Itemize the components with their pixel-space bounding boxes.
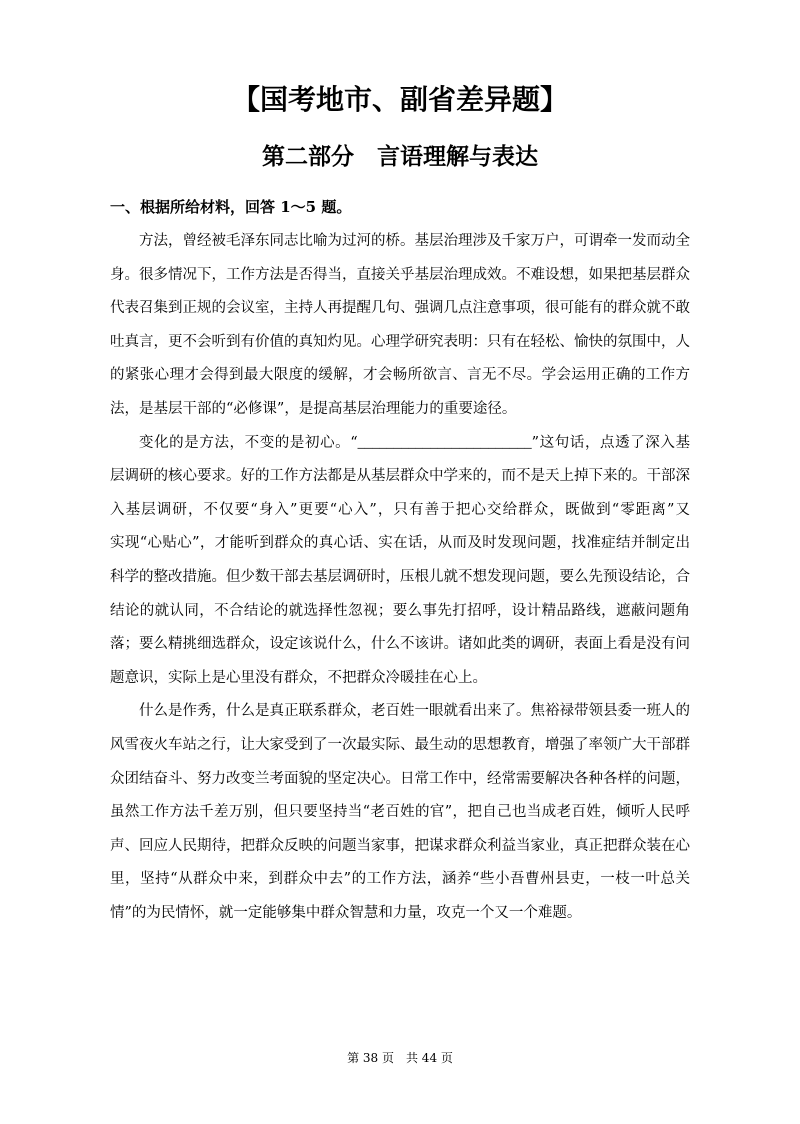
paragraph-line: 身。很多情况下，工作方法是否得当，直接关乎基层治理成效。不难设想，如果把基层群众 — [110, 266, 690, 283]
paragraph-line: 众团结奋斗、努力改变兰考面貌的坚定决心。日常工作中，经常需要解决各种各样的问题， — [110, 770, 690, 787]
reading-passage — [110, 225, 690, 930]
paragraph-2 — [110, 427, 690, 696]
paragraph-line: 虽然工作方法千差万别，但只要坚持当“老百姓的官”，把自己也当成老百姓，倾听人民呼 — [110, 804, 690, 821]
paragraph-line: 题意识，实际上是心里没有群众，不把群众冷暖挂在心上。 — [110, 669, 487, 686]
paragraph-line: 法，是基层干部的“必修课”，是提高基层治理能力的重要途径。 — [110, 400, 517, 417]
paragraph-line — [110, 427, 690, 461]
paragraph-1 — [110, 225, 690, 427]
page-number: 第 38 页 共 44 页 — [347, 1051, 453, 1065]
paragraph-line: 声、回应人民期待，把群众反映的问题当家事，把谋求群众利益当家业，真正把群众装在心 — [110, 837, 690, 854]
paragraph-line: 情”的为民情怀，就一定能够集中群众智慧和力量，攻克一个又一个难题。 — [110, 904, 582, 921]
paragraph-line: 吐真言，更不会听到有价值的真知灼见。心理学研究表明：只有在轻松、愉快的氛围中，人 — [110, 333, 690, 350]
question-instruction: 一、根据所给材料，回答 1～5 题。 — [110, 198, 352, 216]
paragraph-line: 风雪夜火车站之行，让大家受到了一次最实际、最生动的思想教育，增强了率领广大干部群 — [110, 736, 690, 753]
paragraph-line: 方法，曾经被毛泽东同志比喻为过河的桥。基层治理涉及千家万户，可谓牵一发而动全 — [139, 233, 690, 249]
paragraph-line: 科学的整改措施。但少数干部去基层调研时，压根儿就不想发现问题，要么先预设结论，合 — [110, 568, 690, 585]
paragraph-3 — [110, 695, 690, 930]
paragraph-line: 落；要么精挑细选群众，设定该说什么，什么不该讲。诸如此类的调研，表面上看是没有问 — [110, 636, 690, 653]
line-text: ”这句话，点透了深入基 — [531, 434, 690, 451]
paragraph-line: 入基层调研，不仅要“身入”更要“心入”，只有善于把心交给群众，既做到“零距离”又 — [110, 501, 690, 518]
paragraph-line: 实现“心贴心”，才能听到群众的真心话、实在话，从而及时发现问题，找准症结并制定出 — [110, 535, 690, 552]
paragraph-line: 结论的就认同，不合结论的就选择性忽视；要么事先打招呼，设计精品路线，遮蔽问题角 — [110, 602, 690, 619]
section-title: 第二部分 言语理解与表达 — [262, 144, 538, 170]
fill-in-blank: ________________________ — [357, 434, 532, 451]
page-title: 【国考地市、副省差异题】 — [231, 83, 568, 116]
paragraph-line: 的紧张心理才会得到最大限度的缓解，才会畅所欲言、言无不尽。学会运用正确的工作方 — [110, 367, 690, 384]
paragraph-line: 里，坚持“从群众中来，到群众中去”的工作方法，涵养“些小吾曹州县吏，一枝一叶总关 — [110, 871, 690, 888]
line-text: 变化的是方法，不变的是初心。“ — [139, 434, 358, 451]
paragraph-line: 层调研的核心要求。好的工作方法都是从基层群众中学来的，而不是天上掉下来的。干部深 — [110, 468, 690, 485]
paragraph-line: 代表召集到正规的会议室，主持人再提醒几句、强调几点注意事项，很可能有的群众就不敢 — [110, 300, 690, 317]
paragraph-line: 什么是作秀，什么是真正联系群众，老百姓一眼就看出来了。焦裕禄带领县委一班人的 — [139, 703, 690, 720]
